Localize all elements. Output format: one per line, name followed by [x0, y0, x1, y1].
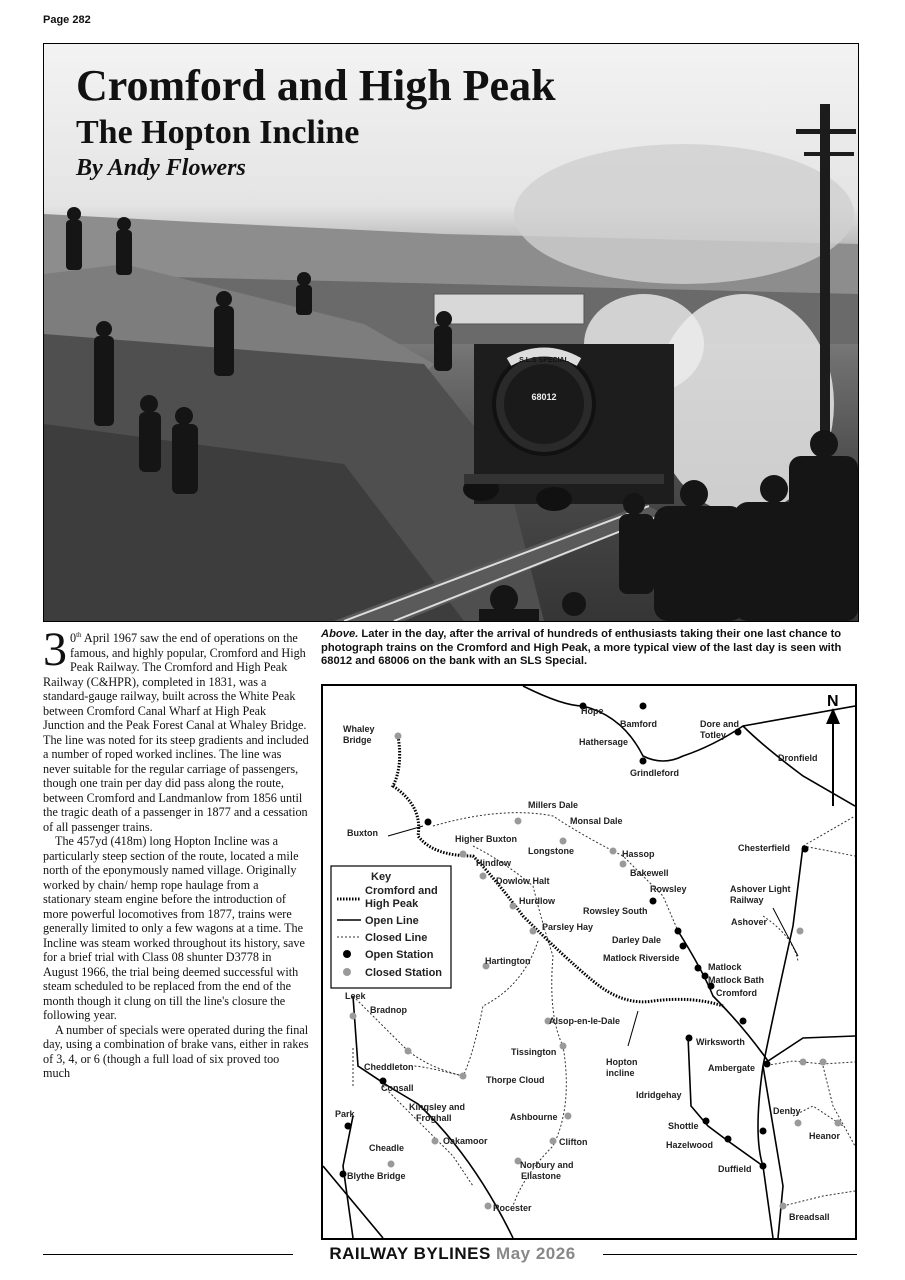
paragraph-3: A number of specials were operated during the final day, using a combination of brake vans, either in rakes of 3, 4, or 6 (though a full load of six proved too much [43, 1022, 309, 1081]
key-title: Key [371, 871, 392, 883]
headboard-text: S.L.S SPECIAL [519, 357, 569, 364]
article-body [43, 623, 309, 1081]
caption-lead: Above. [321, 628, 359, 640]
map-label: Hope [581, 706, 604, 716]
paragraph-1 [43, 623, 309, 834]
article-title: Cromford and High Peak [76, 61, 556, 110]
map-label: Rocester [493, 1203, 532, 1213]
map-label: Hathersage [579, 737, 629, 747]
drop-cap: 3 [43, 623, 67, 676]
key-open-line: Open Line [365, 915, 419, 927]
map-label: Denby [773, 1106, 801, 1116]
p1-lead: 0 [70, 631, 77, 646]
map-label: Monsal Dale [570, 816, 623, 826]
photo-caption [321, 628, 857, 669]
map-label: Cheddleton [364, 1062, 414, 1072]
map-label: Dowlow Halt [496, 876, 550, 886]
map-label: Consall [381, 1083, 414, 1093]
map-label: Bakewell [630, 868, 669, 878]
p1-superscript: th [76, 631, 82, 639]
map-label: Idridgehay [636, 1090, 682, 1100]
north-label: N [827, 693, 839, 710]
map-label: Hindlow [476, 858, 511, 868]
caption-text: Later in the day, after the arrival of hundreds of enthusiasts taking their one last chance to photograph trains on the Cromford and High Peak, a more typical view of the last day is seen with 68012 and 68006 on the bank with an SLS Special. [321, 628, 842, 667]
map-label: Railway [730, 895, 764, 905]
map-label: Cromford [716, 988, 757, 998]
map-label: Blythe Bridge [347, 1171, 406, 1181]
map-label: Wirksworth [696, 1037, 745, 1047]
map-label: Hazelwood [666, 1140, 714, 1150]
map-label: Ashover [731, 917, 768, 927]
loco-number: 68012 [531, 392, 557, 402]
map-label: Thorpe Cloud [486, 1075, 545, 1085]
lead-photo [43, 43, 859, 622]
key-chp-1: Cromford and [365, 885, 438, 897]
key-closed-line: Closed Line [365, 932, 428, 944]
map-label: Dronfield [778, 753, 818, 763]
map-label: Buxton [347, 828, 378, 838]
map-label: Heanor [809, 1131, 841, 1141]
map-label: Parsley Hay [542, 922, 594, 932]
map-label: Froghall [416, 1113, 452, 1123]
map-label: Clifton [559, 1137, 588, 1147]
footer-date: May 2026 [496, 1244, 576, 1263]
key-closed-station: Closed Station [365, 967, 443, 979]
map-label: Rowsley South [583, 906, 648, 916]
map-label: Matlock Bath [708, 975, 765, 985]
map-label: Hurdlow [519, 896, 555, 906]
map-label: Chesterfield [738, 843, 791, 853]
route-map [321, 684, 857, 1240]
map-label: Leek [345, 991, 366, 1001]
map-label: Park [335, 1109, 355, 1119]
map-label: Tissington [511, 1047, 557, 1057]
page-footer [0, 1244, 905, 1264]
map-label: Totley [700, 730, 726, 740]
map-label: Rowsley [650, 884, 687, 894]
map-label: Alsop-en-le-Dale [549, 1016, 621, 1026]
map-label: Duffield [718, 1164, 752, 1174]
map-label: Higher Buxton [455, 834, 517, 844]
map-label: Ellastone [521, 1171, 562, 1181]
key-open-station: Open Station [365, 949, 434, 961]
map-label: Whaley [343, 724, 375, 734]
map-label: Norbury and [520, 1160, 574, 1170]
map-label: Ashbourne [510, 1112, 558, 1122]
map-label: Matlock Riverside [603, 953, 680, 963]
map-label: Bridge [343, 735, 372, 745]
map-label: Kingsley and [409, 1102, 466, 1112]
map-label: Matlock [708, 962, 742, 972]
article-byline: By Andy Flowers [76, 155, 246, 181]
map-label: Shottle [668, 1121, 699, 1131]
key-chp-2: High Peak [365, 898, 419, 910]
footer-magazine: RAILWAY BYLINES [329, 1244, 491, 1263]
map-label: Oakamoor [443, 1136, 488, 1146]
paragraph-2: The 457yd (418m) long Hopton Incline was a particularly steep section of the route, located a mile north of the eponymously named village. Originally worked by chain/ hemp rope haulage from a stationary steam engine before the introduction of more powerful locomotives from 1877, trains were generally limited to only a few wagons at a time. The Incline was steam worked throughout its history, save for a brief trial with Class 08 shunter D3778 in August 1966, the trial being deemed successful with steam scheduled to be replaced from the end of the month though it clung on till the line's closure the following year. [43, 834, 305, 1023]
map-label: Darley Dale [612, 935, 662, 945]
map-label: Dore and [700, 719, 740, 729]
map-label: Grindleford [630, 768, 679, 778]
map-label: Ambergate [708, 1063, 756, 1073]
map-label: Bradnop [370, 1005, 407, 1015]
page-number: Page 282 [43, 14, 91, 26]
map-label: Ashover Light [730, 884, 791, 894]
route-map-svg [323, 686, 855, 1238]
article-subtitle: The Hopton Incline [76, 114, 360, 151]
map-label: Breadsall [789, 1212, 830, 1222]
map-label: Longstone [528, 846, 574, 856]
map-label: Hassop [622, 849, 655, 859]
map-label: Bamford [620, 719, 658, 729]
map-label: Cheadle [369, 1143, 405, 1153]
map-label: Millers Dale [528, 800, 579, 810]
p1-text: April 1967 saw the end of operations on the famous, and highly popular, Cromford and High Peak Railway. The Cromford and High Peak Railway (C&HPR), completed in 1831, was a standard-gauge railway, built across the White Peak between Cromford Canal Wharf at High Peak Junction and the Peak Forest Canal at Whaley Bridge. The line was noted for its steep gradients and included a number of roped worked inclines. The line was never suitable for the regular carriage of passengers, though one train per day did pass along the route, between Cromford and Landmanlow from 1856 until the tragic death of a passenger in 1877 and a cessation of all passenger trains. [43, 631, 309, 834]
map-label: Hartington [485, 956, 531, 966]
map-label: Hopton [606, 1057, 638, 1067]
map-label: incline [606, 1068, 635, 1078]
